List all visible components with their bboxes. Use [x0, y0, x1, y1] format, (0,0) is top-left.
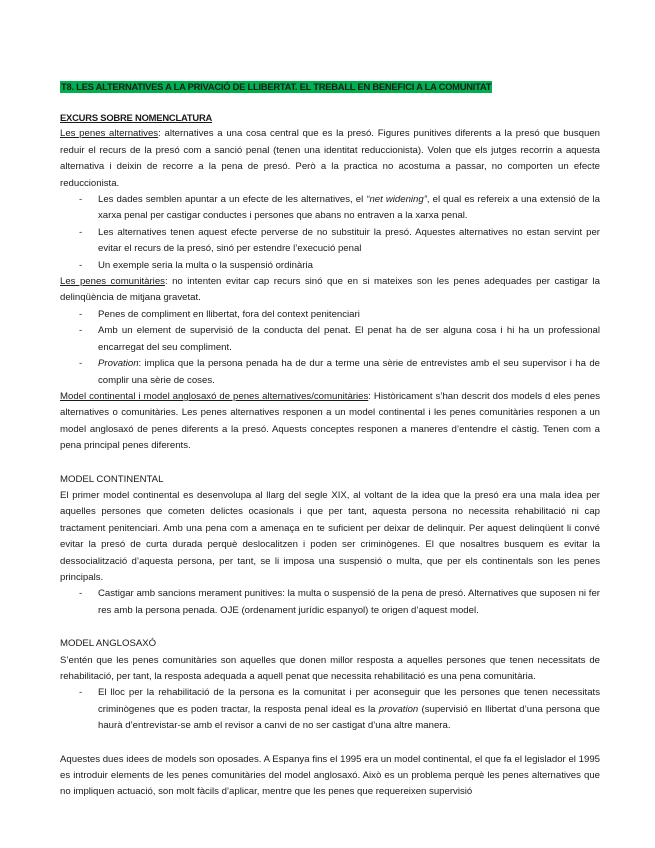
term-penes-alternatives: Les penes alternatives [60, 128, 159, 140]
comunitaries-list [60, 307, 600, 389]
anglosaxo-list [60, 685, 600, 734]
model-continental-paragraph: El primer model continental es desenvolupa al llarg del segle XIX, al voltant de la idea que la presó era una mala idea per aquelles persones que cometen delictes ocasionals i que per tant, aquesta persona no necessita rehabilitació ni cap tractament penitenciari. Amb una pena com a amenaça en te suficient per deixar de delinquir. Per aquest delinqüent li convé evitar la presó de curta durada perquè deslocalitzen i poden ser criminògenes. El que nosaltres busquem es evitar la dessocialització d’aquesta persona, per tant, se li imposa una suspensió o multa, que per els continentals son les penes principals. [60, 489, 600, 583]
term-models: Model continental i model anglosaxó de penes alternatives/comunitàries [60, 390, 369, 402]
document-body [60, 80, 600, 801]
model-anglosaxo-paragraph: S’entén que les penes comunitàries son aquelles que donen millor resposta a aquelles persones que tenen necessitats de rehabilitació, per tant, la resposta adequada a aquell penat que necessita rehabilitació es una pena comunitària. [60, 654, 600, 682]
models-paragraph: Model continental i model anglosaxó de penes alternatives/comunitàries: Històricament s’han descrit dos models d eles penes alternatives o comunitàries. Les penes alternatives responen a un model continental i les penes comunitàries responen a un model anglosaxó de penes diferents a la presó. Aquests conceptes responen a maneres d’entendre el càstig. Tenen com a pena principal penes diferents. [60, 390, 601, 452]
model-anglosaxo-heading: MODEL ANGLOSAXÓ [60, 638, 157, 650]
alternatives-list [60, 192, 600, 274]
penes-alternatives-paragraph: Les penes alternatives: alternatives a una cosa central que es la presó. Figures punitives diferents a la presó que busquen reduir el recurs de la presó com a sanció penal (tenen una identitat reduccionista). Volen que els jutges recorrin a aquesta alternativa i deixin de recorre a la pena de presó. Però a la practica no acostuma a passar, no comporten un efecte reduccionista. [60, 128, 600, 189]
list-item: - Un exemple seria la multa o la suspensió ordinària [60, 258, 600, 274]
list-item: - Provation: implica que la persona penada ha de dur a terme una sèrie de entrevistes amb el seu supervisor i ha de complir una sèrie de coses. [60, 356, 600, 389]
closing-paragraph: Aquestes dues idees de models son oposades. A Espanya fins el 1995 era un model continental, el que fa el legislador el 1995 es introduir elements de les penes comunitàries del model anglosaxó. Això es un problema perquè les penes alternatives que no impliquen actuació, son molt fàcils d’aplicar, mentre que les penes que requereixen supervisió [60, 753, 600, 798]
list-item: - Les dades semblen apuntar a un efecte de les alternatives, el “net widening”, el qual es refereix a una extensió de la xarxa penal per castigar conductes i persones que abans no entraven a la xarxa penal. [60, 192, 600, 225]
excurs-heading: EXCURS SOBRE NOMENCLATURA [60, 112, 213, 123]
list-item: - Amb un element de supervisió de la conducta del penat. El penat ha de ser alguna cosa i hi ha un professional encarregat del seu compliment. [60, 323, 600, 356]
list-item: - Les alternatives tenen aquest efecte perverse de no substituir la presó. Aquestes alternatives no estan servint per evitar el recurs de la presó, sinó per estendre l’execució penal [60, 225, 600, 258]
model-continental-heading: MODEL CONTINENTAL [60, 473, 164, 485]
term-penes-comunitaries: Les penes comunitàries [60, 276, 165, 288]
continental-list [60, 586, 600, 619]
list-item: - Castigar amb sancions merament punitives: la multa o suspensió de la pena de presó. Alternatives que suposen ni fer res amb la persona penada. OJE (ordenament jurídic espanyol) te origen d’aquest model. [60, 586, 600, 619]
list-item: - El lloc per la rehabilitació de la persona es la comunitat i per aconseguir que les persones que tenen necessitats criminògenes que es poden tractar, la resposta penal ideal es la provation (supervisió en llibertat d’una persona que haurà d’entrevistar-se amb el revisor a canvi de no ser castigat d’una altre manera. [60, 685, 600, 734]
penes-comunitaries-paragraph: Les penes comunitàries: no intenten evitar cap recurs sinó que en si mateixes son les penes adequades per castigar la delinqüència de mitjana gravetat. [60, 276, 600, 304]
list-item: - Penes de compliment en llibertat, fora del context penitenciari [60, 307, 600, 323]
chapter-title: T8. LES ALTERNATIVES A LA PRIVACIÓ DE LLIBERTAT. EL TREBALL EN BENEFICI A LA COMUNITAT [61, 81, 492, 92]
